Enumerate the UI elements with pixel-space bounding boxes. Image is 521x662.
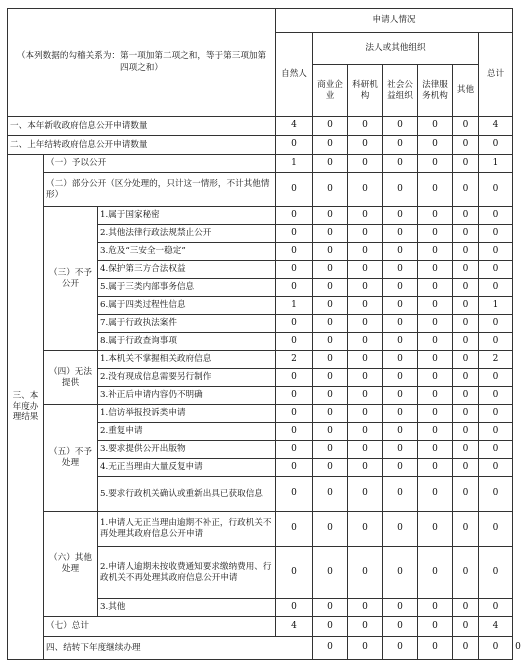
value-cell: 0	[453, 512, 479, 547]
value-cell: 0	[348, 637, 383, 660]
value-cell: 0	[313, 279, 348, 297]
value-cell: 0	[418, 261, 453, 279]
value-cell: 0	[383, 136, 418, 155]
value-cell: 0	[276, 261, 313, 279]
value-cell: 0	[313, 261, 348, 279]
total-header: 总计	[479, 33, 513, 117]
value-cell: 1	[276, 297, 313, 315]
row-label: 1.本机关不掌握相关政府信息	[98, 351, 276, 369]
value-cell: 0	[348, 441, 383, 459]
value-cell: 0	[453, 207, 479, 225]
table-row	[8, 117, 513, 136]
natural-person-header: 自然人	[276, 33, 313, 117]
value-cell: 0	[418, 637, 453, 660]
col-header-other: 其他	[453, 65, 479, 117]
value-cell: 0	[418, 136, 453, 155]
value-cell: 0	[418, 155, 453, 173]
value-cell: 0	[313, 617, 348, 637]
value-cell: 0	[348, 512, 383, 547]
value-cell: 0	[479, 423, 513, 441]
value-cell: 0	[313, 423, 348, 441]
value-cell: 0	[453, 369, 479, 387]
value-cell: 0	[418, 423, 453, 441]
value-cell: 0	[418, 512, 453, 547]
value-cell: 0	[453, 599, 479, 617]
value-cell: 0	[479, 225, 513, 243]
value-cell: 0	[418, 351, 453, 369]
row-label: 5.属于三类内部事务信息	[98, 279, 276, 297]
row-label: 3.危及“三安全一稳定”	[98, 243, 276, 261]
value-cell: 0	[276, 315, 313, 333]
table-row	[8, 173, 513, 207]
value-cell: 0	[348, 351, 383, 369]
value-cell: 0	[418, 225, 453, 243]
value-cell: 0	[348, 369, 383, 387]
value-cell: 0	[276, 599, 313, 617]
value-cell: 0	[453, 617, 479, 637]
value-cell: 0	[453, 173, 479, 207]
value-cell: 0	[453, 333, 479, 351]
value-cell: 0	[348, 173, 383, 207]
value-cell: 4	[276, 117, 313, 136]
row-label: （二）部分公开（区分处理的，只计这一情形，不计其他情形）	[44, 173, 276, 207]
value-cell: 0	[383, 477, 418, 512]
value-cell: 0	[418, 173, 453, 207]
value-cell: 0	[348, 155, 383, 173]
value-cell: 0	[453, 155, 479, 173]
value-cell: 0	[383, 617, 418, 637]
value-cell: 0	[276, 173, 313, 207]
value-cell: 0	[313, 637, 348, 660]
value-cell: 0	[383, 155, 418, 173]
relation-note: （本列数据的勾稽关系为：第一项加第二项之和，等于第三项加第四项之和）	[8, 9, 276, 117]
value-cell: 0	[479, 279, 513, 297]
value-cell: 0	[383, 173, 418, 207]
value-cell: 0	[313, 173, 348, 207]
value-cell: 0	[453, 136, 479, 155]
value-cell: 0	[418, 617, 453, 637]
value-cell: 0	[313, 387, 348, 405]
applicant-header: 申请人情况	[276, 9, 513, 33]
row-label: 7.属于行政执法案件	[98, 315, 276, 333]
value-cell: 0	[479, 315, 513, 333]
value-cell: 0	[383, 315, 418, 333]
value-cell: 0	[418, 297, 453, 315]
row-label: 2.申请人逾期未按收费通知要求缴纳费用、行政机关不再处理其政府信息公开申请	[98, 547, 276, 599]
value-cell: 0	[276, 547, 313, 599]
value-cell: 0	[383, 243, 418, 261]
value-cell: 0	[313, 225, 348, 243]
group-4-label: （四）无法提供	[44, 351, 98, 405]
value-cell: 0	[453, 637, 479, 660]
table-row	[8, 512, 513, 547]
row-label: 一、本年新收政府信息公开申请数量	[8, 117, 276, 136]
value-cell: 0	[453, 315, 479, 333]
value-cell: 0	[348, 243, 383, 261]
value-cell: 0	[479, 512, 513, 547]
row-label: 4.无正当理由大量反复申请	[98, 459, 276, 477]
value-cell: 0	[453, 423, 479, 441]
value-cell: 0	[453, 261, 479, 279]
value-cell: 2	[479, 351, 513, 369]
value-cell: 0	[453, 477, 479, 512]
value-cell: 0	[276, 387, 313, 405]
value-cell: 0	[276, 405, 313, 423]
col-header-business: 商业企业	[313, 65, 348, 117]
value-cell: 0	[453, 405, 479, 423]
value-cell: 0	[479, 369, 513, 387]
row-label: （七）总计	[44, 617, 276, 637]
value-cell: 0	[383, 547, 418, 599]
value-cell: 0	[453, 297, 479, 315]
value-cell: 0	[348, 459, 383, 477]
row-label: 2.其他法律行政法规禁止公开	[98, 225, 276, 243]
value-cell: 0	[383, 599, 418, 617]
value-cell: 0	[383, 441, 418, 459]
row-label: 四、结转下年度继续办理	[44, 637, 313, 660]
value-cell: 0	[276, 225, 313, 243]
row-label: 二、上年结转政府信息公开申请数量	[8, 136, 276, 155]
value-cell: 0	[276, 279, 313, 297]
value-cell: 0	[348, 297, 383, 315]
value-cell: 2	[276, 351, 313, 369]
value-cell: 0	[348, 617, 383, 637]
value-cell: 0	[348, 315, 383, 333]
value-cell: 0	[348, 261, 383, 279]
value-cell: 0	[479, 333, 513, 351]
table-row	[8, 617, 513, 637]
value-cell: 0	[418, 547, 453, 599]
value-cell: 0	[418, 333, 453, 351]
value-cell: 0	[348, 117, 383, 136]
row-label: 1.信访举报投诉类申请	[98, 405, 276, 423]
section-3-label: 三、本年度办理结果	[8, 155, 44, 660]
value-cell: 0	[418, 477, 453, 512]
value-cell: 0	[348, 225, 383, 243]
value-cell: 0	[276, 333, 313, 351]
value-cell: 0	[453, 117, 479, 136]
value-cell: 0	[479, 477, 513, 512]
row-label: 1.属于国家秘密	[98, 207, 276, 225]
value-cell: 0	[418, 599, 453, 617]
value-cell: 0	[313, 207, 348, 225]
value-cell: 1	[479, 297, 513, 315]
value-cell: 0	[313, 315, 348, 333]
value-cell: 0	[479, 243, 513, 261]
col-header-research: 科研机构	[348, 65, 383, 117]
value-cell: 0	[418, 387, 453, 405]
row-label: 1.申请人无正当理由逾期不补正，行政机关不再处理其政府信息公开申请	[98, 512, 276, 547]
value-cell: 0	[383, 225, 418, 243]
value-cell: 0	[276, 207, 313, 225]
value-cell: 0	[383, 279, 418, 297]
value-cell: 0	[479, 207, 513, 225]
row-label: 3.补正后申请内容仍不明确	[98, 387, 276, 405]
row-label: 6.属于四类过程性信息	[98, 297, 276, 315]
value-cell: 0	[479, 637, 513, 660]
value-cell: 0	[276, 369, 313, 387]
value-cell: 0	[453, 279, 479, 297]
table-row	[8, 351, 513, 369]
col-header-public-welfare: 社会公益组织	[383, 65, 418, 117]
value-cell: 0	[276, 477, 313, 512]
value-cell: 0	[348, 547, 383, 599]
value-cell: 0	[383, 512, 418, 547]
value-cell: 0	[313, 351, 348, 369]
value-cell: 0	[348, 136, 383, 155]
value-cell: 0	[418, 243, 453, 261]
value-cell: 0	[276, 459, 313, 477]
col-header-legal-service: 法律服务机构	[418, 65, 453, 117]
value-cell: 0	[313, 297, 348, 315]
value-cell: 0	[313, 333, 348, 351]
value-cell: 0	[453, 459, 479, 477]
value-cell: 0	[276, 243, 313, 261]
value-cell: 0	[313, 405, 348, 423]
value-cell: 0	[383, 117, 418, 136]
value-cell: 0	[479, 599, 513, 617]
value-cell: 0	[453, 547, 479, 599]
disclosure-stats-table	[7, 8, 521, 660]
value-cell: 0	[418, 441, 453, 459]
value-cell: 0	[453, 243, 479, 261]
value-cell: 0	[383, 423, 418, 441]
value-cell: 0	[479, 547, 513, 599]
value-cell: 0	[383, 405, 418, 423]
value-cell: 0	[313, 547, 348, 599]
value-cell: 0	[276, 441, 313, 459]
value-cell: 0	[313, 512, 348, 547]
value-cell: 0	[313, 117, 348, 136]
value-cell: 0	[418, 405, 453, 423]
value-cell: 0	[479, 387, 513, 405]
value-cell: 0	[479, 441, 513, 459]
value-cell: 0	[479, 136, 513, 155]
value-cell: 0	[348, 333, 383, 351]
value-cell: 0	[313, 459, 348, 477]
table-row	[8, 155, 513, 173]
value-cell: 0	[313, 243, 348, 261]
table-row	[8, 405, 513, 423]
value-cell: 1	[479, 155, 513, 173]
value-cell: 0	[313, 441, 348, 459]
value-cell: 0	[348, 279, 383, 297]
value-cell: 0	[348, 423, 383, 441]
value-cell: 0	[313, 155, 348, 173]
value-cell: 0	[348, 387, 383, 405]
value-cell: 0	[348, 477, 383, 512]
value-cell: 4	[479, 617, 513, 637]
value-cell: 0	[383, 261, 418, 279]
row-label: 2.没有现成信息需要另行制作	[98, 369, 276, 387]
row-label: 3.要求提供公开出版物	[98, 441, 276, 459]
value-cell: 0	[383, 333, 418, 351]
value-cell: 0	[313, 369, 348, 387]
value-cell: 0	[276, 136, 313, 155]
table-row: 四、结转下年度继续办理 0 0 0 0 0 0 0	[8, 637, 513, 660]
value-cell: 0	[276, 423, 313, 441]
value-cell: 0	[313, 477, 348, 512]
value-cell: 4	[276, 617, 313, 637]
value-cell: 0	[383, 297, 418, 315]
group-6-label: （六）其他处理	[44, 512, 98, 617]
value-cell: 0	[453, 441, 479, 459]
value-cell: 0	[479, 459, 513, 477]
value-cell: 0	[313, 136, 348, 155]
value-cell: 4	[479, 117, 513, 136]
value-cell: 0	[383, 459, 418, 477]
value-cell: 0	[383, 637, 418, 660]
value-cell: 0	[479, 173, 513, 207]
value-cell: 0	[383, 207, 418, 225]
row-label: （一）予以公开	[44, 155, 276, 173]
row-label: 4.保护第三方合法权益	[98, 261, 276, 279]
row-label: 8.属于行政查询事项	[98, 333, 276, 351]
row-label: 2.重复申请	[98, 423, 276, 441]
value-cell: 0	[479, 261, 513, 279]
row-label: 5.要求行政机关确认或重新出具已获取信息	[98, 477, 276, 512]
value-cell: 0	[383, 351, 418, 369]
value-cell: 0	[276, 512, 313, 547]
table-row	[8, 207, 513, 225]
legal-entity-header: 法人或其他组织	[313, 33, 479, 65]
value-cell: 0	[453, 387, 479, 405]
value-cell: 1	[276, 155, 313, 173]
value-cell: 0	[348, 599, 383, 617]
value-cell: 0	[479, 405, 513, 423]
value-cell: 0	[418, 369, 453, 387]
group-3-label: （三）不予公开	[44, 207, 98, 351]
value-cell: 0	[418, 315, 453, 333]
value-cell: 0	[383, 387, 418, 405]
value-cell: 0	[418, 459, 453, 477]
row-label: 3.其他	[98, 599, 276, 617]
value-cell: 0	[313, 599, 348, 617]
value-cell: 0	[348, 405, 383, 423]
value-cell: 0	[453, 351, 479, 369]
value-cell: 0	[453, 225, 479, 243]
table-row	[8, 136, 513, 155]
value-cell: 0	[418, 279, 453, 297]
value-cell: 0	[418, 207, 453, 225]
value-cell: 0	[348, 207, 383, 225]
value-cell: 0	[418, 117, 453, 136]
value-cell: 0	[383, 369, 418, 387]
group-5-label: （五）不予处理	[44, 405, 98, 512]
